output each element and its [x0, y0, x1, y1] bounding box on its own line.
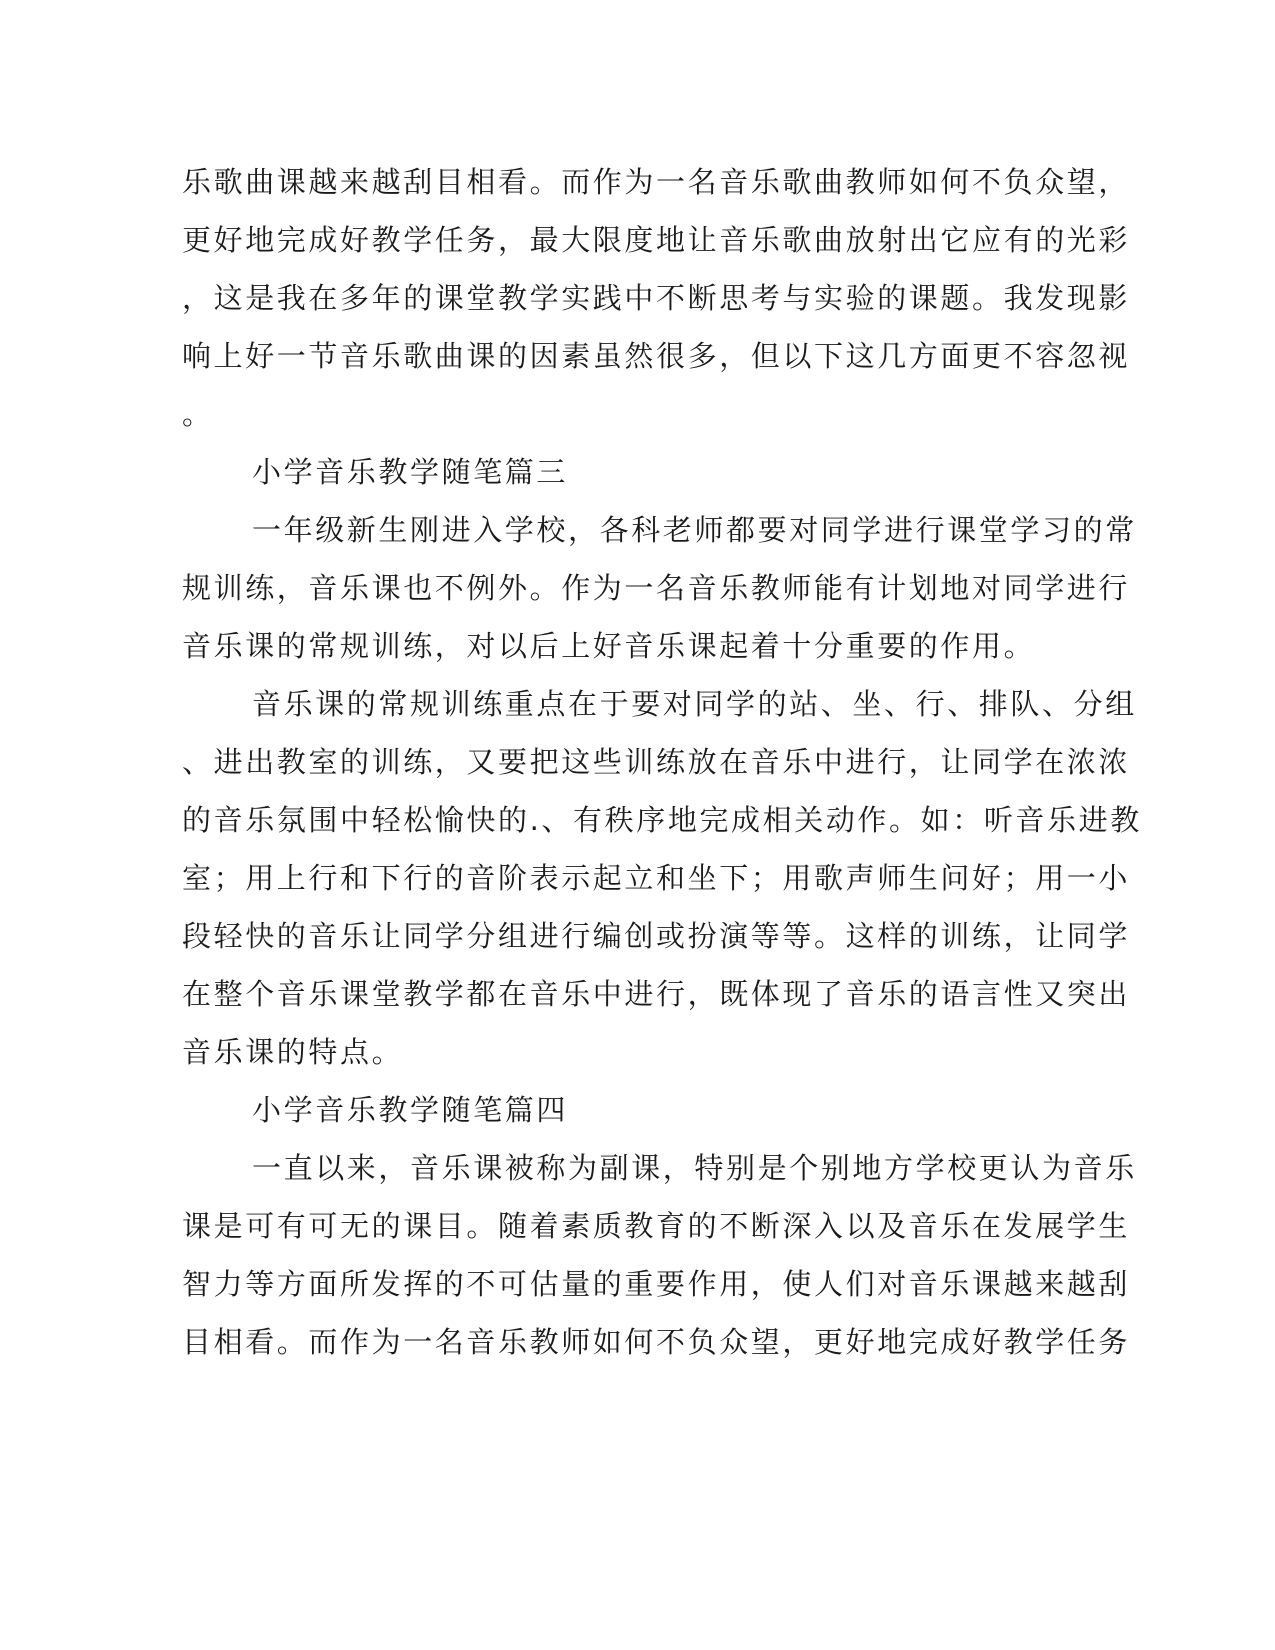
section-heading: 小学音乐教学随笔篇四 — [252, 1093, 569, 1127]
body-text-line: 音乐课的常规训练重点在于要对同学的站、坐、行、排队、分组 — [252, 687, 1137, 721]
body-text-line: 乐歌曲课越来越刮目相看。而作为一名音乐歌曲教师如何不负众望， — [182, 165, 1131, 199]
body-text-line: 的音乐氛围中轻松愉快的.、有秩序地完成相关动作。如：听音乐进教 — [182, 803, 1142, 837]
section-heading: 小学音乐教学随笔篇三 — [252, 455, 569, 489]
body-text-line: 一年级新生刚进入学校，各科老师都要对同学进行课堂学习的常 — [252, 513, 1137, 547]
body-text-line: 音乐课的常规训练，对以后上好音乐课起着十分重要的作用。 — [182, 629, 1036, 663]
body-text-line: 、进出教室的训练，又要把这些训练放在音乐中进行，让同学在浓浓 — [182, 745, 1131, 779]
body-text-line: 课是可有可无的课目。随着素质教育的不断深入以及音乐在发展学生 — [182, 1209, 1131, 1243]
body-text-line: 智力等方面所发挥的不可估量的重要作用，使人们对音乐课越来越刮 — [182, 1267, 1131, 1301]
body-text-line: 一直以来，音乐课被称为副课，特别是个别地方学校更认为音乐 — [252, 1151, 1137, 1185]
body-text-line: 段轻快的音乐让同学分组进行编创或扮演等等。这样的训练，让同学 — [182, 919, 1131, 953]
body-text-line: 。 — [182, 397, 214, 431]
body-text-line: 更好地完成好教学任务，最大限度地让音乐歌曲放射出它应有的光彩 — [182, 223, 1131, 257]
body-text-line: 室；用上行和下行的音阶表示起立和坐下；用歌声师生问好；用一小 — [182, 861, 1131, 895]
body-text-line: 目相看。而作为一名音乐教师如何不负众望，更好地完成好教学任务 — [182, 1325, 1131, 1359]
body-text-line: 规训练，音乐课也不例外。作为一名音乐教师能有计划地对同学进行 — [182, 571, 1131, 605]
body-text-line: 响上好一节音乐歌曲课的因素虽然很多，但以下这几方面更不容忽视 — [182, 339, 1131, 373]
body-text-line: 在整个音乐课堂教学都在音乐中进行，既体现了音乐的语言性又突出 — [182, 977, 1131, 1011]
body-text-line: ，这是我在多年的课堂教学实践中不断思考与实验的课题。我发现影 — [182, 281, 1131, 315]
body-text-line: 音乐课的特点。 — [182, 1035, 404, 1069]
